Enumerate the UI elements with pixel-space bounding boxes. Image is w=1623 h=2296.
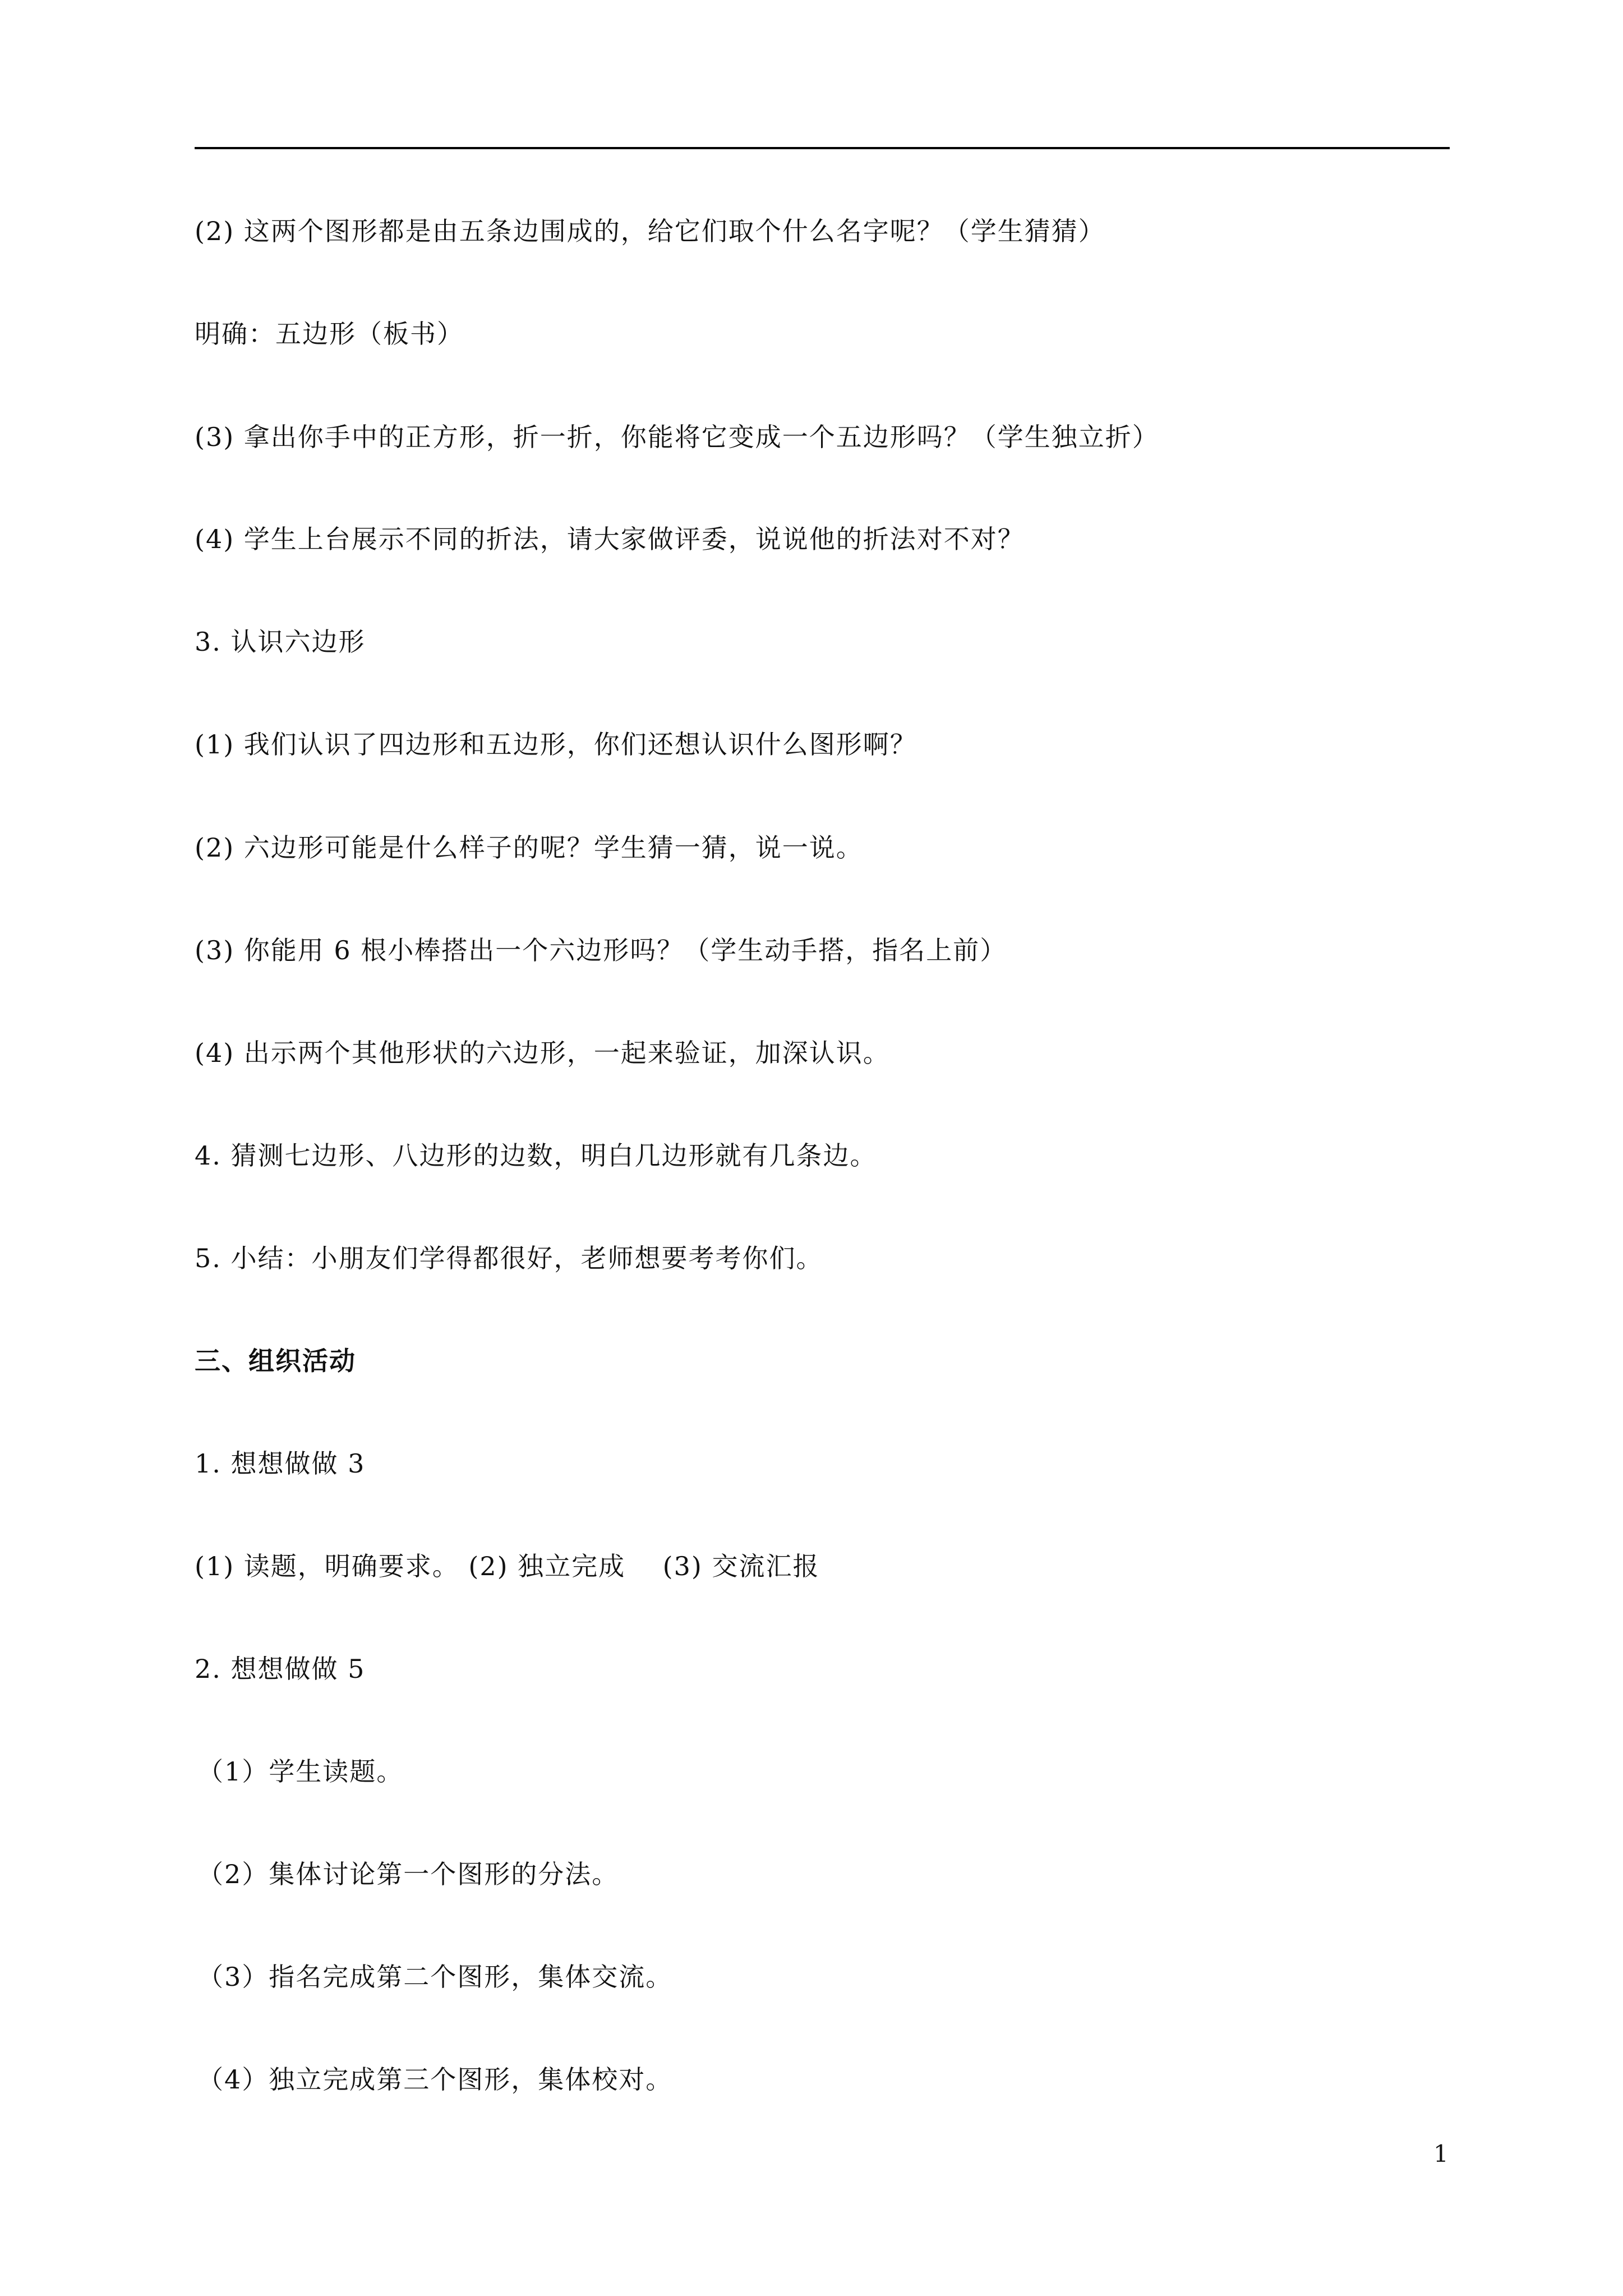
section-heading: 1. 想想做做 3 bbox=[195, 1448, 366, 1479]
paragraph-line: 4. 猜测七边形、八边形的边数，明白几边形就有几条边。 bbox=[195, 1140, 877, 1171]
page-number: 1 bbox=[1433, 2140, 1449, 2168]
paragraph-line: (4) 出示两个其他形状的六边形，一起来验证，加深认识。 bbox=[195, 1038, 890, 1068]
paragraph-line: (1) 我们认识了四边形和五边形，你们还想认识什么图形啊？ bbox=[195, 729, 917, 760]
paragraph-line: (1) 读题，明确要求。 (2) 独立完成 (3) 交流汇报 bbox=[195, 1551, 820, 1581]
paragraph-line: （1）学生读题。 bbox=[197, 1756, 404, 1787]
paragraph-line: （4）独立完成第三个图形，集体校对。 bbox=[197, 2064, 673, 2095]
paragraph-line: (2) 这两个图形都是由五条边围成的，给它们取个什么名字呢？（学生猜猜） bbox=[195, 216, 1105, 246]
paragraph-line: (2) 六边形可能是什么样子的呢？学生猜一猜，说一说。 bbox=[195, 832, 863, 863]
section-heading: 3. 认识六边形 bbox=[195, 627, 366, 657]
paragraph-line: （2）集体讨论第一个图形的分法。 bbox=[197, 1859, 619, 1889]
header-rule bbox=[195, 147, 1450, 149]
section-heading: 三、组织活动 bbox=[195, 1346, 356, 1376]
paragraph-line: 5. 小结：小朋友们学得都很好，老师想要考考你们。 bbox=[195, 1243, 823, 1273]
paragraph-line: (3) 你能用 6 根小棒搭出一个六边形吗？（学生动手搭，指名上前） bbox=[195, 935, 1007, 965]
paragraph-line: (3) 拿出你手中的正方形，折一折，你能将它变成一个五边形吗？（学生独立折） bbox=[195, 422, 1159, 452]
paragraph-line: 明确：五边形（板书） bbox=[195, 319, 464, 349]
paragraph-line: (4) 学生上台展示不同的折法，请大家做评委，说说他的折法对不对？ bbox=[195, 524, 1025, 554]
section-heading: 2. 想想做做 5 bbox=[195, 1654, 366, 1684]
paragraph-line: （3）指名完成第二个图形，集体交流。 bbox=[197, 1962, 673, 1992]
